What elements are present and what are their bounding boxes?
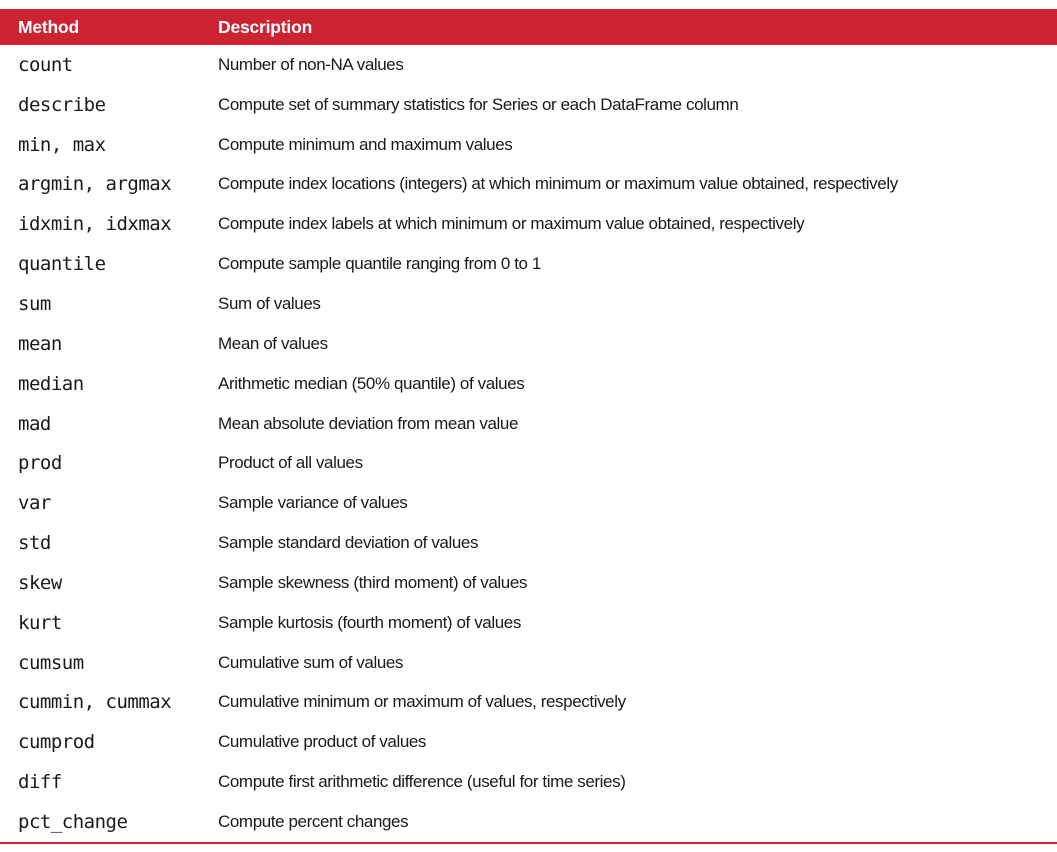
- table-row: [0, 643, 1057, 683]
- table-row: [0, 404, 1057, 444]
- table-body: [0, 45, 1057, 842]
- method-cell: kurt: [18, 611, 62, 634]
- method-cell: std: [18, 532, 51, 555]
- method-cell: cummin, cummax: [18, 691, 172, 714]
- table-bottom-border: [0, 842, 1057, 844]
- table-row: [0, 483, 1057, 523]
- description-cell: Sample skewness (third moment) of values: [218, 572, 528, 592]
- method-cell: pct_change: [18, 810, 128, 833]
- method-cell: quantile: [18, 253, 106, 276]
- description-cell: Compute percent changes: [218, 811, 409, 831]
- table-row: [0, 364, 1057, 404]
- method-cell: mad: [18, 412, 51, 435]
- description-cell: Compute sample quantile ranging from 0 to 1: [218, 254, 541, 274]
- method-cell: prod: [18, 452, 62, 475]
- table-row: [0, 125, 1057, 165]
- method-cell: skew: [18, 571, 62, 594]
- description-cell: Arithmetic median (50% quantile) of values: [218, 373, 525, 393]
- table-row: [0, 563, 1057, 603]
- table-row: [0, 443, 1057, 483]
- method-cell: argmin, argmax: [18, 173, 172, 196]
- description-cell: Sample variance of values: [218, 493, 408, 513]
- description-cell: Compute first arithmetic difference (useful for time series): [218, 772, 626, 792]
- method-cell: var: [18, 492, 51, 515]
- table-row: [0, 204, 1057, 244]
- method-cell: median: [18, 372, 84, 395]
- description-cell: Cumulative product of values: [218, 732, 427, 752]
- method-cell: sum: [18, 292, 51, 315]
- table-row: [0, 603, 1057, 643]
- table-row: [0, 683, 1057, 723]
- table-row: [0, 324, 1057, 364]
- table-row: [0, 244, 1057, 284]
- description-cell: Mean of values: [218, 333, 328, 353]
- table-row: [0, 523, 1057, 563]
- method-cell: mean: [18, 332, 62, 355]
- description-cell: Mean absolute deviation from mean value: [218, 413, 519, 433]
- description-cell: Compute set of summary statistics for Series or each DataFrame column: [218, 94, 739, 114]
- method-cell: describe: [18, 93, 106, 116]
- column-header-method: Method: [18, 16, 80, 37]
- table-row: [0, 762, 1057, 802]
- table-row: [0, 284, 1057, 324]
- description-cell: Compute minimum and maximum values: [218, 134, 513, 154]
- table-row: [0, 802, 1057, 842]
- method-cell: diff: [18, 771, 62, 794]
- description-cell: Sample kurtosis (fourth moment) of values: [218, 612, 521, 632]
- table-row: [0, 165, 1057, 205]
- method-cell: count: [18, 53, 73, 76]
- method-cell: cumprod: [18, 731, 95, 754]
- table-row: [0, 722, 1057, 762]
- method-cell: cumsum: [18, 651, 84, 674]
- column-header-description: Description: [218, 16, 313, 37]
- description-cell: Sum of values: [218, 293, 321, 313]
- description-cell: Compute index labels at which minimum or maximum value obtained, respectively: [218, 214, 805, 234]
- table-row: [0, 85, 1057, 125]
- description-cell: Number of non-NA values: [218, 54, 404, 74]
- table-row: [0, 45, 1057, 85]
- description-cell: Compute index locations (integers) at which minimum or maximum value obtained, respectively: [218, 174, 898, 194]
- description-cell: Cumulative sum of values: [218, 652, 404, 672]
- methods-table: [0, 9, 1057, 844]
- table-header-row: [0, 9, 1057, 45]
- method-cell: idxmin, idxmax: [18, 213, 172, 236]
- description-cell: Cumulative minimum or maximum of values, respectively: [218, 692, 626, 712]
- method-cell: min, max: [18, 133, 106, 156]
- description-cell: Product of all values: [218, 453, 363, 473]
- description-cell: Sample standard deviation of values: [218, 533, 479, 553]
